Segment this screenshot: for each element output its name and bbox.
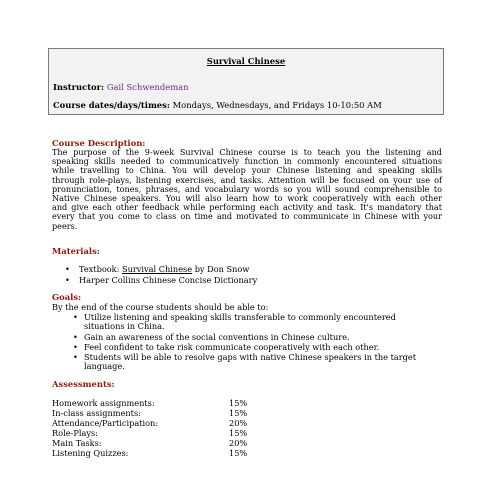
description-line: pronunciation, tones, phrases, and vocabulary words so you will sound comprehensible to — [52, 183, 442, 194]
description-line: peers. — [52, 220, 78, 231]
description-line: every that you come to class on time and motivated to communicate in Chinese with your — [52, 211, 442, 222]
dates-label: Course dates/days/times: — [53, 100, 170, 110]
bullet-icon: • — [65, 275, 70, 285]
description-line: through role-plays, listening exercises, and tasks. Attention will be focused on your use of — [52, 174, 442, 185]
bullet-icon: • — [65, 264, 70, 274]
assessment-label: Main Tasks: — [52, 438, 102, 448]
assessment-value: 20% — [229, 438, 248, 448]
course-header-box — [48, 48, 444, 115]
document-page: Survival Chinese Instructor: Gail Schwendeman Course dates/days/times: Mondays, Wednesdays, and Fridays 10-10:50 AM Course Description: The purpose of the 9-week Survival Chinese course is to teach you the listening and speaking skills needed to communicatively function in commonly encountered situations while travelling to China. You will develop your Chinese listening and speaking skills through role-plays, listening exercises, and tasks. Attention will be focused on your use of pronunciation, tones, phrases, and vocabulary words so you will sound comprehensible to Native Chinese speakers. You will also learn how to work cooperatively with each other and give each other feedback while performing each activity and task. It's mandatory that every that you come to class on time and motivated to communicate in Chinese with your peers. Materials: • Textbook: Survival Chinese by Don Snow • Harper Collins Chinese Concise Dictionary Goals: By the end of the course students should be able to: • Utilize listening and speaking skills transferable to commonly encountered situations in China. • Gain an awareness of the social conventions in Chinese culture. • Feel confident to take risk communicate cooperatively with each other. • Students will be able to resolve gaps with native Chinese speakers in the target language. Assessments: Homework assignments: 15% In-class assignments: 15% Attendance/Participation: 20% Role-Plays: 15% Main Tasks: 20% Listening Quizzes: 15% — [0, 0, 495, 495]
assessment-value: 15% — [229, 428, 248, 438]
materials-item-textbook: • Textbook: Survival Chinese by Don Snow — [65, 264, 250, 274]
assessment-value: 15% — [229, 448, 248, 458]
assessment-label: In-class assignments: — [52, 408, 141, 418]
description-line: Native Chinese speakers. You will also learn how to work cooperatively with each other — [52, 193, 442, 204]
course-dates-line — [53, 100, 382, 110]
course-description-text — [52, 148, 442, 231]
assessment-label: Listening Quizzes: — [52, 448, 129, 458]
bullet-icon: • — [73, 312, 78, 322]
description-line: speaking skills needed to communicatively function in commonly encountered situations — [52, 156, 442, 167]
bullet-icon: • — [73, 352, 78, 362]
materials-item-dictionary: • Harper Collins Chinese Concise Dictionary — [65, 275, 258, 285]
dates-value: Mondays, Wednesdays, and Fridays 10-10:50 AM — [172, 100, 382, 110]
description-line: and give each other feedback while performing each activity and task. It's mandatory that — [52, 202, 442, 213]
bullet-icon: • — [73, 342, 78, 352]
instructor-label: Instructor: — [53, 82, 105, 92]
description-line: The purpose of the 9-week Survival Chinese course is to teach you the listening and — [52, 147, 442, 157]
assessment-value: 15% — [229, 398, 248, 408]
goals-heading: Goals: — [52, 292, 82, 302]
assessment-label: Attendance/Participation: — [52, 418, 159, 428]
assessments-heading: Assessments: — [52, 379, 115, 389]
instructor-line — [53, 82, 189, 92]
textbook-title: Survival Chinese — [122, 264, 193, 274]
instructor-name: Gail Schwendeman — [106, 82, 189, 92]
goals-intro: By the end of the course students should be able to: — [52, 302, 269, 312]
assessment-label: Role-Plays: — [52, 428, 98, 438]
course-description-heading: Course Description: — [52, 138, 146, 148]
assessment-value: 15% — [229, 408, 248, 418]
course-title: Survival Chinese — [206, 56, 286, 66]
assessment-label: Homework assignments: — [52, 398, 155, 408]
materials-heading: Materials: — [52, 246, 100, 256]
bullet-icon: • — [73, 332, 78, 342]
assessment-value: 20% — [229, 418, 248, 428]
description-line: while travelling to China. You will develop your Chinese listening and speaking skills — [52, 165, 442, 176]
